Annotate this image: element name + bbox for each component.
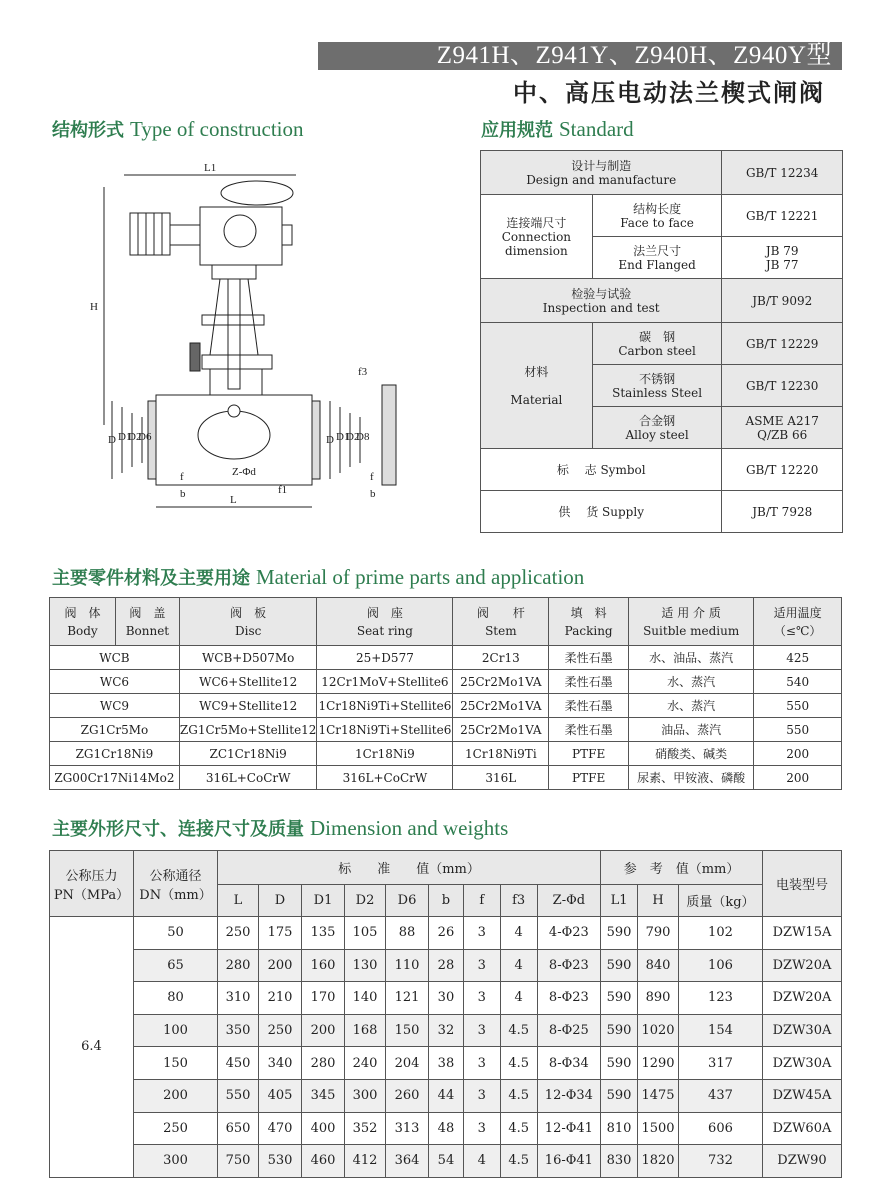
dimension-cell: 350	[218, 1014, 259, 1047]
dimension-cell: 38	[429, 1047, 464, 1080]
material-header-0: 阀 体 Body	[50, 598, 116, 646]
dimension-cell: 530	[258, 1145, 301, 1178]
std-symbol-value: GB/T 12220	[722, 449, 843, 491]
dimension-cell: 4-Φ23	[537, 917, 601, 950]
section-construction-cn: 结构形式	[52, 120, 124, 141]
dimension-cell: 100	[134, 1014, 218, 1047]
dimension-cell: 732	[678, 1145, 762, 1178]
dimension-cell: 4	[463, 1145, 500, 1178]
dimension-cell: 140	[345, 982, 386, 1015]
dimension-cell: 175	[258, 917, 301, 950]
dimension-cell: 130	[345, 949, 386, 982]
dimension-cell: 200	[258, 949, 301, 982]
dimension-cell: 88	[386, 917, 429, 950]
dimension-cell: 3	[463, 949, 500, 982]
dimension-cell: 26	[429, 917, 464, 950]
dimension-cell: 54	[429, 1145, 464, 1178]
dim-col-header-7: f3	[500, 885, 537, 917]
section-standard	[481, 116, 634, 142]
dim-col-header-10: H	[638, 885, 679, 917]
material-cell: 316L+CoCrW	[179, 766, 317, 790]
dim-col-header-1: D	[258, 885, 301, 917]
dimension-cell: 340	[258, 1047, 301, 1080]
std-carbon-value: GB/T 12229	[722, 323, 843, 365]
material-cell: ZG00Cr17Ni14Mo2	[50, 766, 180, 790]
dimension-cell: 310	[218, 982, 259, 1015]
dimension-cell: DZW20A	[762, 982, 841, 1015]
dimension-cell: 352	[345, 1112, 386, 1145]
dim-col-header-9: L1	[601, 885, 638, 917]
dimension-cell: 28	[429, 949, 464, 982]
material-header-4: 阀 杆 Stem	[453, 598, 549, 646]
dimension-cell: 160	[302, 949, 345, 982]
label-d2-right: D2	[346, 431, 360, 443]
std-alloy-label: 合金钢 Alloy steel	[592, 407, 722, 449]
dimension-cell: 437	[678, 1079, 762, 1112]
section-dimensions	[52, 815, 508, 841]
dimension-cell: 4.5	[500, 1145, 537, 1178]
dimension-cell: 4.5	[500, 1014, 537, 1047]
material-header-2: 阀 板 Disc	[179, 598, 317, 646]
material-header-6: 适 用 介 质 Suitble medium	[629, 598, 754, 646]
dimension-cell: 106	[678, 949, 762, 982]
dimension-cell: 1500	[638, 1112, 679, 1145]
std-alloy-value: ASME A217 Q/ZB 66	[722, 407, 843, 449]
dimension-cell: 48	[429, 1112, 464, 1145]
dim-std-header: 标 准 值（mm）	[218, 851, 601, 885]
dimension-cell: 3	[463, 1079, 500, 1112]
dimension-cell: 810	[601, 1112, 638, 1145]
section-construction	[52, 116, 304, 142]
std-carbon-label: 碳 钢 Carbon steel	[592, 323, 722, 365]
label-d6: D6	[138, 431, 152, 443]
material-cell: 柔性石墨	[549, 646, 629, 670]
section-standard-cn: 应用规范	[481, 120, 553, 141]
dimension-cell: 590	[601, 917, 638, 950]
dimension-cell: 50	[134, 917, 218, 950]
dimension-cell: 3	[463, 1014, 500, 1047]
dim-col-header-4: D6	[386, 885, 429, 917]
dimension-cell: 12-Φ41	[537, 1112, 601, 1145]
dimension-cell: 4	[500, 949, 537, 982]
material-header-3: 阀 座 Seat ring	[317, 598, 453, 646]
dimension-row	[50, 982, 842, 1015]
stem-shape	[228, 279, 240, 389]
dimension-cell: 345	[302, 1079, 345, 1112]
dim-pn-value: 6.4	[50, 917, 134, 1178]
section-dimensions-en: Dimension and weights	[310, 816, 509, 840]
label-d1-right: D1	[336, 431, 350, 443]
std-inspection-value: JB/T 9092	[722, 279, 843, 323]
dimension-cell: 4.5	[500, 1112, 537, 1145]
dim-col-header-5: b	[429, 885, 464, 917]
material-cell: 柔性石墨	[549, 694, 629, 718]
section-materials	[52, 564, 584, 590]
std-supply-value: JB/T 7928	[722, 491, 843, 533]
material-cell: 1Cr18Ni9Ti+Stellite6	[317, 694, 453, 718]
dimension-cell: 1020	[638, 1014, 679, 1047]
dimension-cell: 650	[218, 1112, 259, 1145]
std-material-label: 材料 Material	[481, 323, 593, 449]
dimension-row	[50, 949, 842, 982]
dimension-cell: 750	[218, 1145, 259, 1178]
section-construction-en: Type of construction	[130, 117, 304, 141]
std-design-label: 设计与制造 Design and manufacture	[481, 151, 722, 195]
label-d1: D1	[118, 431, 132, 443]
model-banner: Z941H、Z941Y、Z940H、Z940Y型	[318, 42, 842, 70]
dimension-cell: 3	[463, 1047, 500, 1080]
material-cell: 柔性石墨	[549, 670, 629, 694]
std-inspection-label: 检验与试验 Inspection and test	[481, 279, 722, 323]
dimension-cell: 8-Φ23	[537, 949, 601, 982]
material-cell: ZG1Cr18Ni9	[50, 742, 180, 766]
dimension-cell: 12-Φ34	[537, 1079, 601, 1112]
dimension-cell: 44	[429, 1079, 464, 1112]
dimension-cell: DZW30A	[762, 1047, 841, 1080]
dimension-cell: 280	[218, 949, 259, 982]
dimension-cell: 170	[302, 982, 345, 1015]
material-row	[50, 718, 842, 742]
label-l1: L1	[204, 162, 217, 174]
std-connection-label: 连接端尺寸 Connection dimension	[481, 195, 593, 279]
dimension-cell: 102	[678, 917, 762, 950]
dimension-cell: DZW30A	[762, 1014, 841, 1047]
disc-shape	[198, 411, 270, 459]
dimension-cell: 1820	[638, 1145, 679, 1178]
material-header-7: 适用温度 （≤℃）	[754, 598, 842, 646]
dimension-cell: 890	[638, 982, 679, 1015]
dimension-cell: 210	[258, 982, 301, 1015]
label-f-right: f	[370, 471, 374, 483]
std-flange-label: 法兰尺寸 End Flanged	[592, 237, 722, 279]
material-cell: 柔性石墨	[549, 718, 629, 742]
material-cell: 316L	[453, 766, 549, 790]
material-row	[50, 646, 842, 670]
label-f1: f1	[278, 484, 288, 496]
dimension-cell: 30	[429, 982, 464, 1015]
dimension-row	[50, 1047, 842, 1080]
dimension-cell: 317	[678, 1047, 762, 1080]
material-cell: 油品、蒸汽	[629, 718, 754, 742]
material-cell: WC6	[50, 670, 180, 694]
std-design-value: GB/T 12234	[722, 151, 843, 195]
dimension-cell: 460	[302, 1145, 345, 1178]
label-b: b	[180, 488, 186, 500]
dimension-cell: 250	[258, 1014, 301, 1047]
dimension-cell: 470	[258, 1112, 301, 1145]
label-zd: Z-Φd	[232, 466, 256, 478]
valve-construction-drawing	[52, 155, 432, 525]
dimension-cell: 65	[134, 949, 218, 982]
handwheel-shape	[221, 181, 293, 205]
dimension-row	[50, 917, 842, 950]
dimension-cell: DZW90	[762, 1145, 841, 1178]
material-cell: ZG1Cr5Mo+Stellite12	[179, 718, 317, 742]
material-row	[50, 694, 842, 718]
dimension-cell: 123	[678, 982, 762, 1015]
material-cell: ZC1Cr18Ni9	[179, 742, 317, 766]
material-cell: PTFE	[549, 766, 629, 790]
material-row	[50, 742, 842, 766]
dimension-cell: 590	[601, 1079, 638, 1112]
std-face-value: GB/T 12221	[722, 195, 843, 237]
dimension-cell: 8-Φ25	[537, 1014, 601, 1047]
dimension-cell: 32	[429, 1014, 464, 1047]
dimension-cell: 3	[463, 982, 500, 1015]
label-d8: D8	[356, 431, 370, 443]
label-f3: f3	[358, 366, 368, 378]
dim-col-header-11: 质量（kg）	[678, 885, 762, 917]
dimension-cell: DZW20A	[762, 949, 841, 982]
flange-section-shape	[382, 385, 396, 485]
label-b-right: b	[370, 488, 376, 500]
dimension-cell: 1475	[638, 1079, 679, 1112]
section-dimensions-cn: 主要外形尺寸、连接尺寸及质量	[52, 819, 304, 840]
material-cell: 25Cr2Mo1VA	[453, 718, 549, 742]
dimension-cell: 150	[386, 1014, 429, 1047]
dim-col-header-2: D1	[302, 885, 345, 917]
dim-pn-header: 公称压力 PN（MPa）	[50, 851, 134, 917]
dimension-row	[50, 1145, 842, 1178]
dimension-cell: 830	[601, 1145, 638, 1178]
material-cell: 25+D577	[317, 646, 453, 670]
material-cell: 25Cr2Mo1VA	[453, 670, 549, 694]
dimension-cell: 150	[134, 1047, 218, 1080]
dimension-cell: 840	[638, 949, 679, 982]
dimension-cell: 110	[386, 949, 429, 982]
dimension-cell: DZW15A	[762, 917, 841, 950]
dimension-cell: 606	[678, 1112, 762, 1145]
dimension-cell: 590	[601, 949, 638, 982]
dimension-cell: 4.5	[500, 1079, 537, 1112]
material-cell: 425	[754, 646, 842, 670]
dimension-cell: 105	[345, 917, 386, 950]
dimension-cell: 8-Φ34	[537, 1047, 601, 1080]
dimension-cell: 1290	[638, 1047, 679, 1080]
std-symbol-label: 标 志 Symbol	[481, 449, 722, 491]
dimension-cell: 4.5	[500, 1047, 537, 1080]
dimension-cell: 3	[463, 1112, 500, 1145]
dimension-row	[50, 1112, 842, 1145]
dimension-cell: 590	[601, 982, 638, 1015]
dim-ref-header: 参 考 值（mm）	[601, 851, 763, 885]
material-cell: 硝酸类、碱类	[629, 742, 754, 766]
material-header-1: 阀 盖 Bonnet	[115, 598, 179, 646]
dimension-cell: 200	[134, 1079, 218, 1112]
dimension-table	[49, 850, 842, 1178]
section-materials-cn: 主要零件材料及主要用途	[52, 568, 250, 589]
dimension-cell: 168	[345, 1014, 386, 1047]
std-supply-label: 供 货 Supply	[481, 491, 722, 533]
dim-col-header-6: f	[463, 885, 500, 917]
dimension-cell: 590	[601, 1014, 638, 1047]
material-cell: PTFE	[549, 742, 629, 766]
material-cell: 尿素、甲铵液、磷酸	[629, 766, 754, 790]
dimension-cell: 790	[638, 917, 679, 950]
material-header-5: 填 料 Packing	[549, 598, 629, 646]
label-f: f	[180, 471, 184, 483]
material-cell: 水、蒸汽	[629, 694, 754, 718]
dimension-cell: 250	[134, 1112, 218, 1145]
material-cell: 12Cr1MoV+Stellite6	[317, 670, 453, 694]
material-cell: 540	[754, 670, 842, 694]
material-cell: 水、蒸汽	[629, 670, 754, 694]
dimension-cell: 300	[345, 1079, 386, 1112]
dimension-cell: 80	[134, 982, 218, 1015]
material-row	[50, 766, 842, 790]
dimension-cell: 240	[345, 1047, 386, 1080]
material-cell: 200	[754, 766, 842, 790]
dimension-cell: 280	[302, 1047, 345, 1080]
std-flange-value: JB 79 JB 77	[722, 237, 843, 279]
section-materials-en: Material of prime parts and application	[256, 565, 585, 589]
dimension-cell: 450	[218, 1047, 259, 1080]
motor-shape	[130, 213, 170, 255]
material-cell: 1Cr18Ni9Ti	[453, 742, 549, 766]
material-cell: 1Cr18Ni9	[317, 742, 453, 766]
dimension-cell: 300	[134, 1145, 218, 1178]
std-face-label: 结构长度 Face to face	[592, 195, 722, 237]
dimension-cell: 313	[386, 1112, 429, 1145]
std-stainless-label: 不锈钢 Stainless Steel	[592, 365, 722, 407]
section-standard-en: Standard	[559, 117, 634, 141]
dimension-cell: 204	[386, 1047, 429, 1080]
material-cell: 550	[754, 718, 842, 742]
dimension-cell: 590	[601, 1047, 638, 1080]
product-name: 中、高压电动法兰楔式闸阀	[513, 79, 825, 107]
label-h: H	[90, 301, 98, 313]
dimension-cell: 364	[386, 1145, 429, 1178]
dimension-cell: 135	[302, 917, 345, 950]
dimension-cell: 4	[500, 917, 537, 950]
label-d: D	[108, 434, 116, 446]
dimension-cell: 16-Φ41	[537, 1145, 601, 1178]
dimension-cell: 4	[500, 982, 537, 1015]
dim-col-header-0: L	[218, 885, 259, 917]
material-cell: WC9+Stellite12	[179, 694, 317, 718]
dim-col-header-3: D2	[345, 885, 386, 917]
dimension-row	[50, 1014, 842, 1047]
label-d-right: D	[326, 434, 334, 446]
dim-dn-header: 公称通径 DN（mm）	[134, 851, 218, 917]
dimension-row	[50, 1079, 842, 1112]
material-cell: 550	[754, 694, 842, 718]
material-cell: 25Cr2Mo1VA	[453, 694, 549, 718]
dimension-cell: 8-Φ23	[537, 982, 601, 1015]
material-table	[49, 597, 842, 790]
dimension-cell: 3	[463, 917, 500, 950]
material-cell: WCB	[50, 646, 180, 670]
dimension-cell: 200	[302, 1014, 345, 1047]
material-cell: 200	[754, 742, 842, 766]
material-cell: ZG1Cr5Mo	[50, 718, 180, 742]
material-cell: 水、油品、蒸汽	[629, 646, 754, 670]
dimension-cell: 550	[218, 1079, 259, 1112]
material-cell: 1Cr18Ni9Ti+Stellite6	[317, 718, 453, 742]
standard-table	[480, 150, 843, 533]
material-cell: 2Cr13	[453, 646, 549, 670]
dimension-cell: 121	[386, 982, 429, 1015]
material-cell: 316L+CoCrW	[317, 766, 453, 790]
dimension-cell: 260	[386, 1079, 429, 1112]
std-stainless-value: GB/T 12230	[722, 365, 843, 407]
material-cell: WC9	[50, 694, 180, 718]
material-cell: WC6+Stellite12	[179, 670, 317, 694]
dimension-cell: 400	[302, 1112, 345, 1145]
material-row	[50, 670, 842, 694]
dimension-cell: 405	[258, 1079, 301, 1112]
dimension-cell: 154	[678, 1014, 762, 1047]
label-l: L	[230, 494, 237, 506]
material-cell: WCB+D507Mo	[179, 646, 317, 670]
dim-motor-header: 电装型号	[762, 851, 841, 917]
dimension-cell: 412	[345, 1145, 386, 1178]
dim-col-header-8: Z-Φd	[537, 885, 601, 917]
dimension-cell: DZW45A	[762, 1079, 841, 1112]
dimension-cell: 250	[218, 917, 259, 950]
label-d2: D2	[128, 431, 142, 443]
dimension-cell: DZW60A	[762, 1112, 841, 1145]
